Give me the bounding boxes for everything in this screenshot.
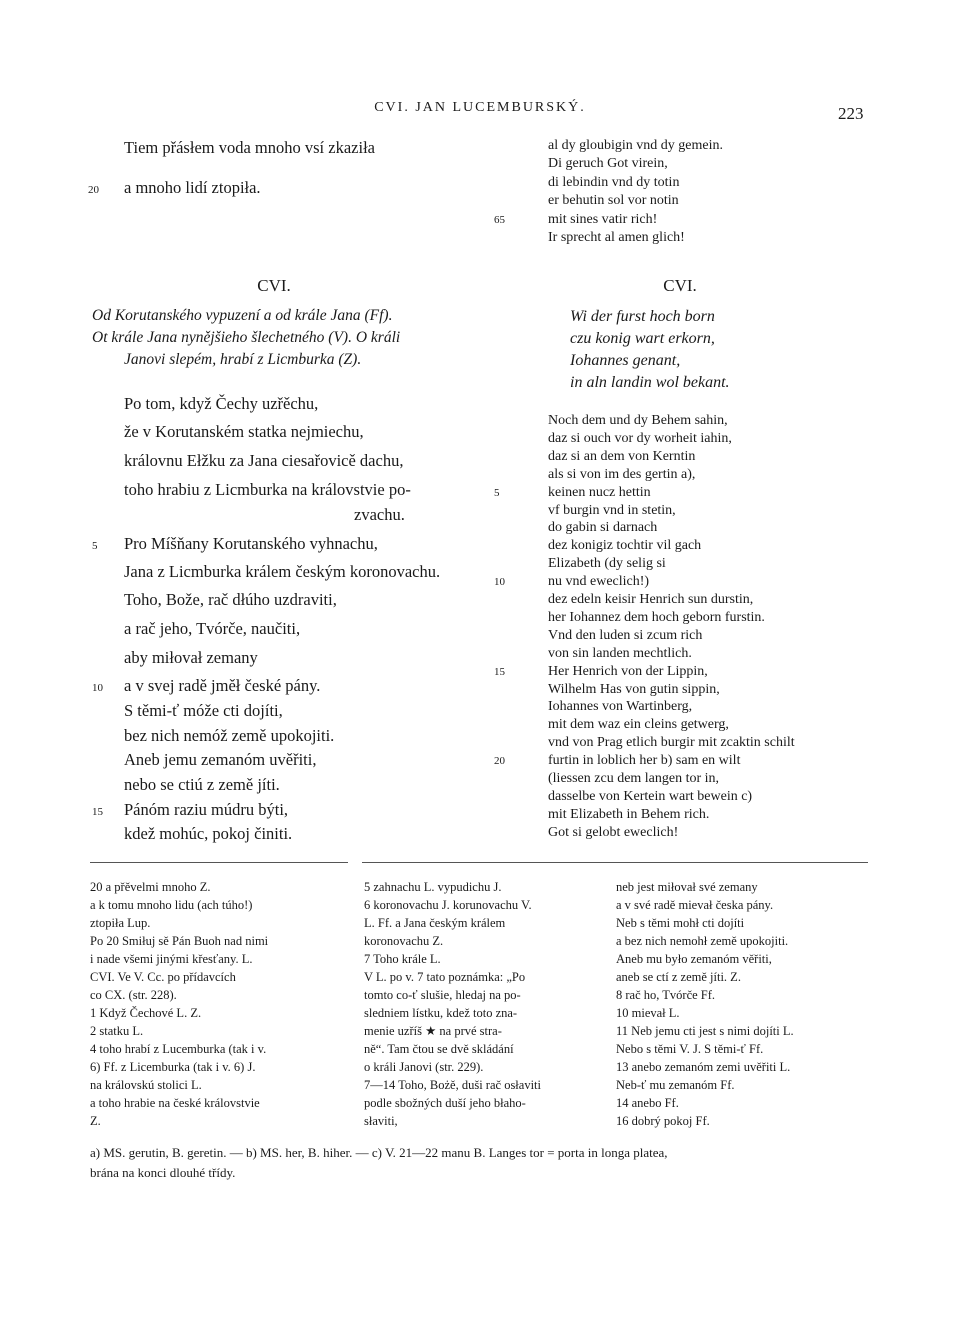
verse-line: keinen nucz hettin xyxy=(548,484,651,500)
verse-line: bez nich nemóž země upokojiti. xyxy=(124,726,335,745)
apparatus-note: neb jest miłovał své zemany xyxy=(616,880,758,894)
line-number: 20 xyxy=(88,184,99,196)
apparatus-note: co CX. (str. 228). xyxy=(90,988,177,1002)
apparatus-note: Z. xyxy=(90,1114,101,1128)
verse-line: Jana z Licmburka králem českým koronovachu. xyxy=(124,562,441,581)
running-title: CVI. JAN LUCEMBURSKÝ. xyxy=(374,100,586,115)
line-number: 10 xyxy=(494,576,505,589)
apparatus-note: o králi Janovi (str. 229). xyxy=(364,1060,484,1074)
verse-line: a mnoho lidí ztopiła. xyxy=(124,178,261,197)
apparatus-note: V L. po v. 7 tato poznámka: „Po xyxy=(364,970,526,984)
line-number: 10 xyxy=(92,682,103,694)
apparatus-column-2 xyxy=(364,878,614,1130)
apparatus-note: 2 statku L. xyxy=(90,1024,144,1038)
apparatus-column-3 xyxy=(616,878,870,1130)
apparatus-note: tomto co-ť slušie, hledaj na po- xyxy=(364,988,521,1002)
apparatus-note: 7—14 Toho, Bożě, duši rač osłaviti xyxy=(364,1078,541,1092)
apparatus-note: 13 anebo zemanóm zemi uvěřiti L. xyxy=(616,1060,791,1074)
czech-section-number: CVI. xyxy=(257,276,291,295)
apparatus-note: a k tomu mnoho lidu (ach túho!) xyxy=(90,898,253,912)
verse-line: Aneb jemu zemanóm uvěřiti, xyxy=(124,750,317,769)
verse-line: als si von im des gertin a), xyxy=(548,466,696,482)
apparatus-note: aneb se ctí z země jíti. Z. xyxy=(616,970,741,984)
line-number: 5 xyxy=(92,540,98,552)
verse-line: kdež mohúc, pokoj činiti. xyxy=(124,824,293,843)
apparatus-note: a bez nich nemohł země upokojiti. xyxy=(616,934,789,948)
apparatus-note: 7 Toho krále L. xyxy=(364,952,441,966)
apparatus-note: 10 mievał L. xyxy=(616,1006,680,1020)
apparatus-note: 20 a přěvelmi mnoho Z. xyxy=(90,880,211,894)
verse-line: dasselbe von Kertein wart bewein c) xyxy=(548,788,753,804)
verse-line: dez edeln keisir Henrich sun durstin, xyxy=(548,592,754,607)
verse-line: di lebindin vnd dy totin xyxy=(548,174,680,190)
czech-heading-line: Janovi slepém, hrabí z Licmburka (Z). xyxy=(124,351,362,368)
apparatus-column-1 xyxy=(90,878,358,1130)
verse-line: S těmi-ť móže cti dojíti, xyxy=(124,701,283,720)
verse-line: Noch dem und dy Behem sahin, xyxy=(548,413,728,428)
verse-line: Got si gelobt eweclich! xyxy=(548,824,679,840)
czech-heading-line: Od Korutanského vypuzení a od krále Jana (Ff). xyxy=(92,307,393,324)
verse-line: mit Elizabeth in Behem rich. xyxy=(548,806,710,822)
verse-line: daz si ouch vor dy worheit iahin, xyxy=(548,430,732,446)
apparatus-note: Neb-ť mu zemanóm Ff. xyxy=(616,1078,735,1092)
verse-line: Ir sprecht al amen glich! xyxy=(548,230,685,245)
verse-line: že v Korutanském statka nejmiechu, xyxy=(124,422,364,441)
apparatus-note: 11 Neb jemu cti jest s nimi dojíti L. xyxy=(616,1024,794,1038)
german-heading-line: in aln landin wol bekant. xyxy=(570,374,730,391)
footnote-divider xyxy=(90,862,348,863)
verse-line: toho hrabiu z Licmburka na královstvie po- xyxy=(124,480,411,499)
line-number: 15 xyxy=(92,806,103,818)
verse-line: do gabin si darnach xyxy=(548,520,658,536)
verse-line: Toho, Bože, rač dłúho uzdraviti, xyxy=(124,590,337,609)
verse-line: nebo se ctiú z země jíti. xyxy=(124,775,280,794)
apparatus-note: 5 zahnachu L. vypudichu J. xyxy=(364,880,502,894)
verse-line: královnu Ełžku za Jana ciesařovicě dachu, xyxy=(124,451,404,470)
apparatus-note: 14 anebo Ff. xyxy=(616,1096,679,1110)
apparatus-note: Neb s těmi mohł cti dojíti xyxy=(616,916,745,930)
verse-line: zvachu. xyxy=(354,505,405,524)
german-heading-line: Iohannes genant, xyxy=(570,352,681,369)
apparatus-note: na královskú stolici L. xyxy=(90,1078,202,1092)
apparatus-note: 1 Když Čechové L. Z. xyxy=(90,1006,202,1020)
apparatus-note: a v své radě mievał česka pány. xyxy=(616,898,774,912)
apparatus-note: 6) Ff. z Licemburka (tak i v. 6) J. xyxy=(90,1060,256,1074)
verse-line: er behutin sol vor notin xyxy=(548,193,679,209)
apparatus-note: L. Ff. a Jana českým králem xyxy=(364,916,506,930)
verse-line: von sin landen mechtlich. xyxy=(548,645,692,661)
apparatus-note: podle sbožných duší jeho błaho- xyxy=(364,1096,526,1110)
apparatus-note: Nebo s těmi V. J. S těmi-ť Ff. xyxy=(616,1042,764,1056)
apparatus-note: 8 rač ho, Tvórče Ff. xyxy=(616,988,716,1002)
german-section-number: CVI. xyxy=(663,276,697,295)
verse-line: Pro Míšňany Korutanského vyhnachu, xyxy=(124,534,378,553)
apparatus-note: 4 toho hrabí z Lucemburka (tak i v. xyxy=(90,1042,267,1056)
verse-line: Wilhelm Has von gutin sippin, xyxy=(548,681,720,697)
apparatus-note: a toho hrabie na české královstvie xyxy=(90,1096,260,1110)
verse-line: a v svej radě jměł české pány. xyxy=(124,676,321,695)
german-heading-line: Wi der furst hoch born xyxy=(570,308,715,325)
page-number: 223 xyxy=(838,104,864,123)
verse-line: Tiem přásłem voda mnoho vsí zkaziła xyxy=(124,138,375,157)
verse-line: Di geruch Got virein, xyxy=(548,156,668,172)
apparatus-note: 6 koronovachu J. korunovachu V. xyxy=(364,898,532,912)
apparatus-note: ztopiła Lup. xyxy=(90,916,151,930)
apparatus-note: CVI. Ve V. Cc. po přídavcích xyxy=(90,970,236,984)
apparatus-note: menie uzříš ★ na prvé stra- xyxy=(364,1024,502,1038)
verse-line: dez konigiz tochtir vil gach xyxy=(548,538,702,554)
line-number: 20 xyxy=(494,755,505,768)
german-heading-line: czu konig wart erkorn, xyxy=(570,330,715,347)
verse-line: (liessen zcu dem langen tor in, xyxy=(548,771,720,786)
line-number: 5 xyxy=(494,486,500,499)
verse-line: mit sines vatir rich! xyxy=(548,211,658,227)
verse-line: al dy gloubigin vnd dy gemein. xyxy=(548,138,723,153)
footnote-line: a) MS. gerutin, B. geretin. — b) MS. her, B. hiher. — c) V. 21—22 manu B. Langes tor = porta in longa platea, xyxy=(90,1145,668,1160)
verse-line: mit dem waz ein cleins getwerg, xyxy=(548,717,729,733)
verse-line: Pánóm raziu múdru býti, xyxy=(124,800,289,819)
verse-line: Iohannes von Wartinberg, xyxy=(548,699,693,715)
apparatus-note: i nade všemi jinými křesťany. L. xyxy=(90,952,253,966)
verse-line: Vnd den luden si zcum rich xyxy=(548,627,703,643)
verse-line: furtin in loblich her b) sam en wilt xyxy=(548,753,741,769)
apparatus-note: Aneb mu było zemanóm věřiti, xyxy=(616,952,772,966)
verse-line: Elizabeth (dy selig si xyxy=(548,556,666,572)
verse-line: daz si an dem von Kerntin xyxy=(548,448,696,464)
verse-line: aby miłovał zemany xyxy=(124,648,258,667)
footnote-line: brána na konci dlouhé třídy. xyxy=(90,1165,236,1180)
apparatus-note: koronovachu Z. xyxy=(364,934,444,948)
verse-line: a rač jeho, Tvórče, naučiti, xyxy=(124,619,301,638)
verse-line: nu vnd eweclich!) xyxy=(548,574,650,590)
verse-line: vf burgin vnd in stetin, xyxy=(548,502,676,518)
verse-line: vnd von Prag etlich burgir mit zcaktin schilt xyxy=(548,735,795,751)
apparatus-note: sledniem lístku, kdež toto zna- xyxy=(364,1006,518,1020)
line-number: 65 xyxy=(494,213,505,226)
verse-line: Po tom, když Čechy uzřěchu, xyxy=(124,394,319,413)
czech-heading-line: Ot krále Jana nynějšieho šlechetného (V). O králi xyxy=(92,329,401,346)
apparatus-note: Po 20 Smiłuj sě Pán Buoh nad nimi xyxy=(90,934,269,948)
apparatus-note: słaviti, xyxy=(364,1114,398,1128)
apparatus-note: 16 dobrý pokoj Ff. xyxy=(616,1114,710,1128)
verse-line: Her Henrich von der Lippin, xyxy=(548,663,708,679)
verse-line: her Iohannez dem hoch geborn furstin. xyxy=(548,609,765,625)
footnote-divider xyxy=(362,862,868,863)
line-number: 15 xyxy=(494,665,505,678)
apparatus-note: ně“. Tam čtou se dvě skládání xyxy=(364,1042,514,1056)
